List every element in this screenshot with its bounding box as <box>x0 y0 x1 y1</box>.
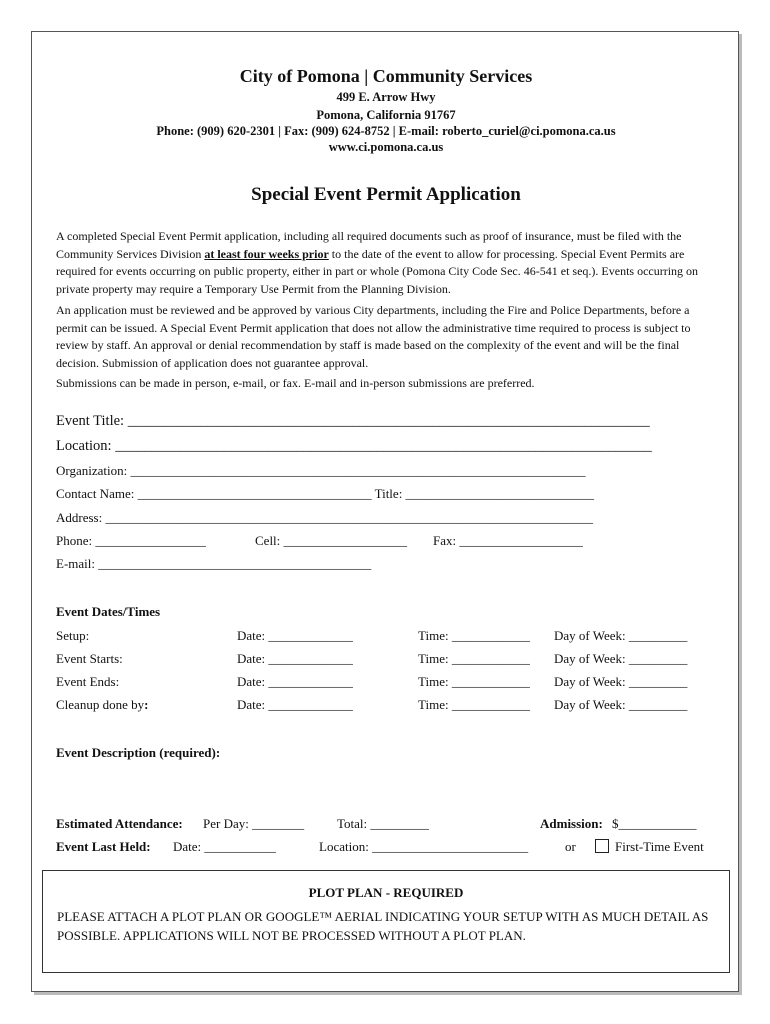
or-text: or <box>565 839 576 854</box>
intro-paragraph-3: Submissions can be made in person, e-mail, or fax. E-mail and in-person submissions are preferred. <box>56 376 535 390</box>
event-description-heading: Event Description (required): <box>56 745 221 760</box>
cleanup-date-field[interactable]: Date: _____________ <box>237 697 353 712</box>
plot-plan-text: PLEASE ATTACH A PLOT PLAN OR GOOGLE™ AERIAL INDICATING YOUR SETUP WITH AS MUCH DETAIL AS POSSIBLE. APPLICATIONS WILL NOT BE PROCESSED WITHOUT A PLOT PLAN. <box>57 909 709 943</box>
event-ends-label: Event Ends: <box>56 674 120 689</box>
organization-field[interactable]: Organization: ______________________________________________________________________ <box>56 463 586 478</box>
plot-plan-box <box>42 870 730 973</box>
attendance-label: Estimated Attendance: <box>56 816 183 831</box>
event-ends-date-field[interactable]: Date: _____________ <box>237 674 353 689</box>
event-starts-day-field[interactable]: Day of Week: _________ <box>554 651 688 666</box>
cleanup-time-field[interactable]: Time: ____________ <box>418 697 530 712</box>
last-held-location-field[interactable]: Location: ________________________ <box>319 839 529 854</box>
page-shadow-right <box>739 34 742 995</box>
admission-field[interactable]: $____________ <box>612 816 697 831</box>
event-dates-heading: Event Dates/Times <box>56 604 161 619</box>
last-held-label: Event Last Held: <box>56 839 151 854</box>
document-page <box>31 31 739 992</box>
contact-name-field[interactable]: Contact Name: ____________________________________ Title: _____________________________ <box>56 486 595 501</box>
setup-time-field[interactable]: Time: ____________ <box>418 628 530 643</box>
cleanup-label: Cleanup done by: <box>56 697 149 712</box>
first-time-event-option[interactable] <box>595 839 704 855</box>
address-line-1: 499 E. Arrow Hwy <box>336 90 436 104</box>
total-field[interactable]: Total: _________ <box>337 816 429 831</box>
address-field[interactable]: Address: ___________________________________________________________________________ <box>56 510 593 525</box>
contact-line: Phone: (909) 620-2301 | Fax: (909) 624-8752 | E-mail: roberto_curiel@ci.pomona.ca.us <box>156 124 616 138</box>
first-time-event-label: First-Time Event <box>615 839 704 854</box>
address-line-2: Pomona, California 91767 <box>316 108 456 122</box>
page-shadow-bottom <box>34 992 742 995</box>
event-ends-time-field[interactable]: Time: ____________ <box>418 674 530 689</box>
setup-day-field[interactable]: Day of Week: _________ <box>554 628 688 643</box>
last-held-date-field[interactable]: Date: ___________ <box>173 839 276 854</box>
per-day-field[interactable]: Per Day: ________ <box>203 816 305 831</box>
setup-date-field[interactable]: Date: _____________ <box>237 628 353 643</box>
event-starts-date-field[interactable]: Date: _____________ <box>237 651 353 666</box>
cell-field[interactable]: Cell: ___________________ <box>255 533 408 548</box>
document-title: Special Event Permit Application <box>251 184 521 205</box>
location-field[interactable]: Location: __________________________________________________________________________ <box>56 438 652 454</box>
admission-label: Admission: <box>540 816 603 831</box>
event-starts-time-field[interactable]: Time: ____________ <box>418 651 530 666</box>
intro-paragraph-2: An application must be reviewed and be approved by various City departments, including the Fire and Police Departments, before a permit can be issued. A Special Event Permit application that does not allow the administrative time required to process is subject to review by staff. An approval or denial recommendation by staff is made based on the complexity of the event and will be the final decision. Submission of application does not guarantee approval. <box>56 303 691 370</box>
email-field[interactable]: E-mail: __________________________________________ <box>56 556 372 571</box>
phone-field[interactable]: Phone: _________________ <box>56 533 206 548</box>
setup-label: Setup: <box>56 628 90 643</box>
website: www.ci.pomona.ca.us <box>328 140 444 154</box>
org-title: City of Pomona | Community Services <box>239 66 533 86</box>
fax-field[interactable]: Fax: ___________________ <box>433 533 583 548</box>
first-time-event-checkbox[interactable] <box>595 839 609 853</box>
event-starts-label: Event Starts: <box>56 651 123 666</box>
intro-paragraph-1: A completed Special Event Permit application, including all required documents such as proof of insurance, must be filed with the Community Services Division at least four weeks prior to the date of the event to allow for processing. Special Event Permits are required for events occurring on public property, either in part or whole (Pomona City Code Sec. 46-541 et seq.). Events occurring on private property may require a Temporary Use Permit from the Planning Division. <box>56 229 699 296</box>
event-ends-day-field[interactable]: Day of Week: _________ <box>554 674 688 689</box>
event-title-field[interactable]: Event Title: ________________________________________________________________________ <box>56 413 650 429</box>
plot-plan-title: PLOT PLAN - REQUIRED <box>308 885 464 900</box>
cleanup-day-field[interactable]: Day of Week: _________ <box>554 697 688 712</box>
